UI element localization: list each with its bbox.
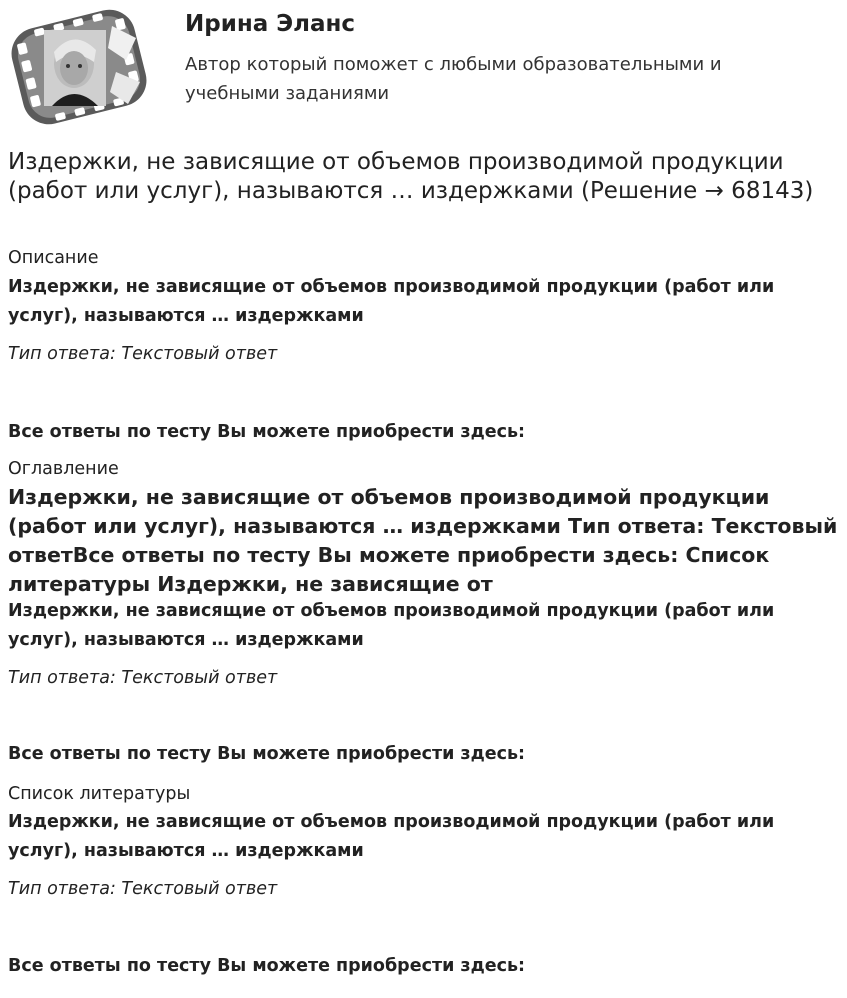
- references-question: Издержки, не зависящие от объемов производимой продукции (работ или услуг), называются … издержками: [8, 812, 775, 861]
- description-answer-type: Тип ответа: Текстовый ответ: [8, 344, 278, 364]
- section-label-references: Список литературы: [8, 784, 191, 804]
- contents-heading: Издержки, не зависящие от объемов производимой продукции (работ или услуг), называются … издержками Тип ответа: Текстовый ответВсе ответы по тесту Вы можете приобрести здесь: Список литературы Издержки, не зависящие от: [8, 485, 838, 596]
- author-description: Автор который поможет с любыми образовательными и учебными заданиями: [185, 54, 722, 104]
- author-name[interactable]: Ирина Эланс: [185, 11, 356, 37]
- page-title: Издержки, не зависящие от объемов производимой продукции (работ или услуг), называются … издержками (Решение → 68143): [8, 149, 814, 204]
- description-question: Издержки, не зависящие от объемов производимой продукции (работ или услуг), называются … издержками: [8, 277, 775, 326]
- section-label-description: Описание: [8, 248, 99, 268]
- section-label-contents: Оглавление: [8, 459, 119, 479]
- contents-buy-link[interactable]: Все ответы по тесту Вы можете приобрести здесь:: [8, 744, 526, 764]
- author-avatar[interactable]: [8, 8, 150, 126]
- references-buy-link[interactable]: Все ответы по тесту Вы можете приобрести здесь:: [8, 956, 526, 976]
- contents-question: Издержки, не зависящие от объемов производимой продукции (работ или услуг), называются … издержками: [8, 601, 775, 650]
- author-card: [0, 0, 847, 136]
- references-answer-type: Тип ответа: Текстовый ответ: [8, 879, 278, 899]
- description-buy-link[interactable]: Все ответы по тесту Вы можете приобрести здесь:: [8, 422, 526, 442]
- contents-answer-type: Тип ответа: Текстовый ответ: [8, 668, 278, 688]
